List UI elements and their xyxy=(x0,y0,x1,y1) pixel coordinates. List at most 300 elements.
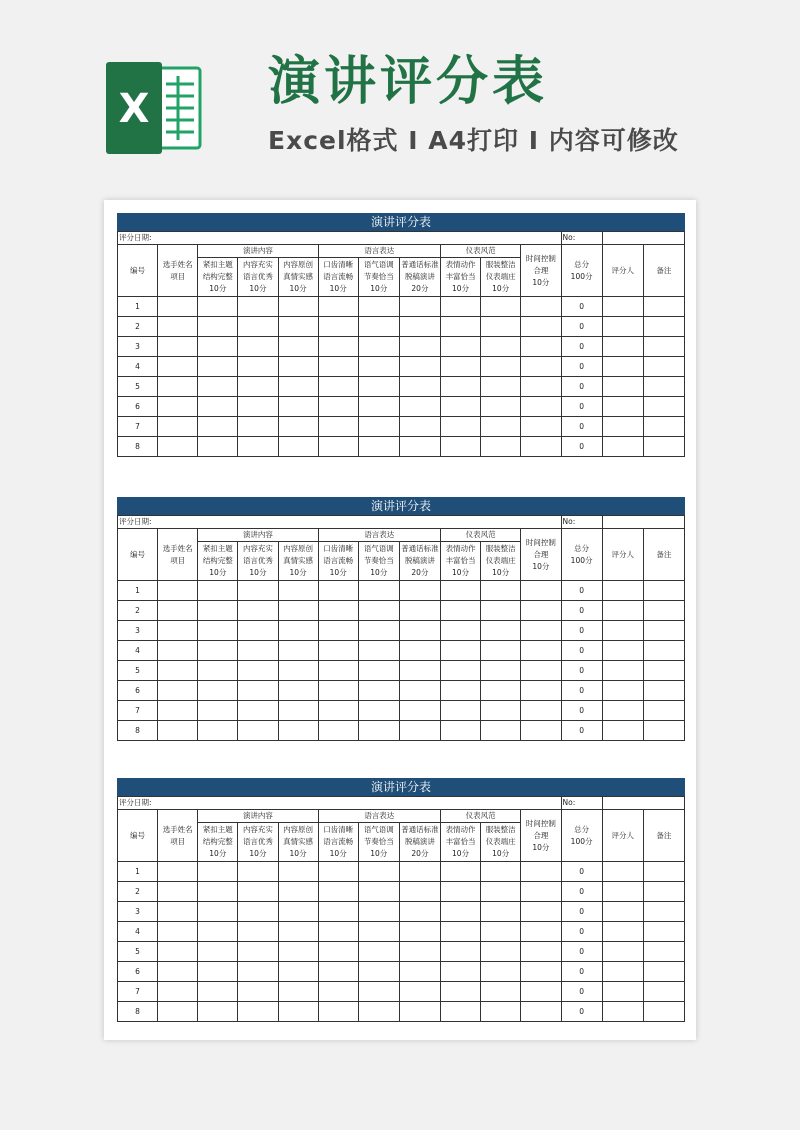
criteria-header xyxy=(441,823,481,862)
score-input-cell[interactable] xyxy=(521,701,561,721)
score-input-cell[interactable] xyxy=(521,601,561,621)
score-input-cell[interactable] xyxy=(198,317,238,337)
score-input-cell[interactable] xyxy=(198,357,238,377)
score-input-cell[interactable] xyxy=(198,982,238,1002)
score-input-cell[interactable] xyxy=(643,882,684,902)
score-input-cell[interactable] xyxy=(318,681,358,701)
score-input-cell[interactable] xyxy=(158,337,198,357)
score-input-cell[interactable] xyxy=(158,377,198,397)
svg-text:X: X xyxy=(118,86,150,132)
score-input-cell[interactable] xyxy=(399,862,440,882)
score-input-cell[interactable] xyxy=(481,661,521,681)
score-input-cell[interactable] xyxy=(602,661,643,681)
score-input-cell[interactable] xyxy=(238,397,278,417)
score-input-cell[interactable] xyxy=(238,721,278,741)
score-input-cell[interactable] xyxy=(158,862,198,882)
score-input-cell[interactable] xyxy=(602,962,643,982)
score-input-cell[interactable] xyxy=(602,357,643,377)
score-input-cell[interactable] xyxy=(318,721,358,741)
score-input-cell[interactable] xyxy=(278,601,318,621)
score-input-cell[interactable] xyxy=(238,317,278,337)
score-input-cell[interactable] xyxy=(643,317,684,337)
score-input-cell[interactable] xyxy=(318,397,358,417)
score-input-cell[interactable] xyxy=(358,437,399,457)
score-input-cell[interactable] xyxy=(278,397,318,417)
score-input-cell[interactable] xyxy=(481,862,521,882)
score-input-cell[interactable] xyxy=(158,701,198,721)
score-input-cell[interactable] xyxy=(198,1002,238,1022)
score-input-cell[interactable] xyxy=(441,701,481,721)
score-input-cell[interactable] xyxy=(198,681,238,701)
score-input-cell[interactable] xyxy=(602,437,643,457)
score-input-cell[interactable] xyxy=(158,621,198,641)
score-input-cell[interactable] xyxy=(399,721,440,741)
sheet-number-value[interactable] xyxy=(602,516,684,529)
score-input-cell[interactable] xyxy=(602,417,643,437)
score-input-cell[interactable] xyxy=(441,297,481,317)
score-input-cell[interactable] xyxy=(521,721,561,741)
score-input-cell[interactable] xyxy=(399,581,440,601)
score-input-cell[interactable] xyxy=(358,357,399,377)
score-input-cell[interactable] xyxy=(238,357,278,377)
score-input-cell[interactable] xyxy=(643,601,684,621)
score-input-cell[interactable] xyxy=(643,701,684,721)
score-input-cell[interactable] xyxy=(481,357,521,377)
score-input-cell[interactable] xyxy=(318,437,358,457)
score-input-cell[interactable] xyxy=(358,882,399,902)
score-input-cell[interactable] xyxy=(358,621,399,641)
score-input-cell[interactable] xyxy=(158,397,198,417)
score-input-cell[interactable] xyxy=(278,982,318,1002)
score-input-cell[interactable] xyxy=(643,357,684,377)
score-input-cell[interactable] xyxy=(602,982,643,1002)
score-input-cell[interactable] xyxy=(278,1002,318,1022)
sheet-number-value[interactable] xyxy=(602,797,684,810)
score-input-cell[interactable] xyxy=(399,317,440,337)
score-input-cell[interactable] xyxy=(278,661,318,681)
score-input-cell[interactable] xyxy=(643,337,684,357)
score-input-cell[interactable] xyxy=(198,397,238,417)
score-input-cell[interactable] xyxy=(399,701,440,721)
score-input-cell[interactable] xyxy=(399,882,440,902)
score-input-cell[interactable] xyxy=(441,862,481,882)
score-input-cell[interactable] xyxy=(399,437,440,457)
score-input-cell[interactable] xyxy=(358,942,399,962)
score-input-cell[interactable] xyxy=(278,902,318,922)
score-input-cell[interactable] xyxy=(198,337,238,357)
score-input-cell[interactable] xyxy=(278,357,318,377)
score-input-cell[interactable] xyxy=(358,902,399,922)
score-input-cell[interactable] xyxy=(358,701,399,721)
score-input-cell[interactable] xyxy=(602,641,643,661)
score-input-cell[interactable] xyxy=(238,601,278,621)
score-input-cell[interactable] xyxy=(481,902,521,922)
score-input-cell[interactable] xyxy=(441,982,481,1002)
score-input-cell[interactable] xyxy=(481,1002,521,1022)
score-input-cell[interactable] xyxy=(158,317,198,337)
score-input-cell[interactable] xyxy=(399,962,440,982)
score-input-cell[interactable] xyxy=(481,721,521,741)
score-input-cell[interactable] xyxy=(521,862,561,882)
score-input-cell[interactable] xyxy=(521,621,561,641)
score-input-cell[interactable] xyxy=(198,417,238,437)
score-input-cell[interactable] xyxy=(158,681,198,701)
score-input-cell[interactable] xyxy=(521,962,561,982)
score-input-cell[interactable] xyxy=(521,882,561,902)
score-input-cell[interactable] xyxy=(278,681,318,701)
score-input-cell[interactable] xyxy=(399,681,440,701)
score-input-cell[interactable] xyxy=(441,661,481,681)
score-input-cell[interactable] xyxy=(441,337,481,357)
score-input-cell[interactable] xyxy=(238,942,278,962)
score-input-cell[interactable] xyxy=(441,437,481,457)
score-input-cell[interactable] xyxy=(358,641,399,661)
score-input-cell[interactable] xyxy=(198,922,238,942)
score-input-cell[interactable] xyxy=(643,641,684,661)
score-input-cell[interactable] xyxy=(278,962,318,982)
score-input-cell[interactable] xyxy=(358,661,399,681)
score-input-cell[interactable] xyxy=(602,701,643,721)
score-input-cell[interactable] xyxy=(158,297,198,317)
score-input-cell[interactable] xyxy=(358,317,399,337)
score-input-cell[interactable] xyxy=(602,377,643,397)
score-input-cell[interactable] xyxy=(238,437,278,457)
score-input-cell[interactable] xyxy=(602,862,643,882)
score-input-cell[interactable] xyxy=(521,661,561,681)
score-input-cell[interactable] xyxy=(158,601,198,621)
score-input-cell[interactable] xyxy=(158,721,198,741)
score-input-cell[interactable] xyxy=(238,641,278,661)
score-input-cell[interactable] xyxy=(481,982,521,1002)
score-input-cell[interactable] xyxy=(521,417,561,437)
score-input-cell[interactable] xyxy=(318,357,358,377)
score-input-cell[interactable] xyxy=(602,317,643,337)
score-input-cell[interactable] xyxy=(481,942,521,962)
score-input-cell[interactable] xyxy=(481,621,521,641)
score-input-cell[interactable] xyxy=(602,297,643,317)
score-input-cell[interactable] xyxy=(481,601,521,621)
score-input-cell[interactable] xyxy=(358,337,399,357)
score-input-cell[interactable] xyxy=(441,397,481,417)
sheet-number-value[interactable] xyxy=(602,232,684,245)
score-input-cell[interactable] xyxy=(521,357,561,377)
score-input-cell[interactable] xyxy=(602,581,643,601)
score-input-cell[interactable] xyxy=(238,681,278,701)
score-input-cell[interactable] xyxy=(602,721,643,741)
score-input-cell[interactable] xyxy=(318,922,358,942)
score-input-cell[interactable] xyxy=(399,337,440,357)
score-input-cell[interactable] xyxy=(278,882,318,902)
score-input-cell[interactable] xyxy=(643,922,684,942)
score-input-cell[interactable] xyxy=(521,1002,561,1022)
column-header-name-line: 选手姓名 xyxy=(162,543,193,553)
score-input-cell[interactable] xyxy=(643,397,684,417)
score-input-cell[interactable] xyxy=(358,377,399,397)
score-input-cell[interactable] xyxy=(318,337,358,357)
score-input-cell[interactable] xyxy=(643,661,684,681)
score-input-cell[interactable] xyxy=(643,681,684,701)
score-input-cell[interactable] xyxy=(358,862,399,882)
score-input-cell[interactable] xyxy=(278,581,318,601)
score-input-cell[interactable] xyxy=(602,337,643,357)
score-input-cell[interactable] xyxy=(481,641,521,661)
score-input-cell[interactable] xyxy=(441,962,481,982)
score-input-cell[interactable] xyxy=(399,942,440,962)
score-input-cell[interactable] xyxy=(318,1002,358,1022)
score-input-cell[interactable] xyxy=(441,357,481,377)
score-input-cell[interactable] xyxy=(481,701,521,721)
score-input-cell[interactable] xyxy=(399,397,440,417)
score-input-cell[interactable] xyxy=(158,437,198,457)
score-input-cell[interactable] xyxy=(238,982,278,1002)
score-input-cell[interactable] xyxy=(158,902,198,922)
score-input-cell[interactable] xyxy=(358,982,399,1002)
score-input-cell[interactable] xyxy=(238,962,278,982)
score-input-cell[interactable] xyxy=(358,721,399,741)
score-input-cell[interactable] xyxy=(643,437,684,457)
score-input-cell[interactable] xyxy=(441,417,481,437)
score-input-cell[interactable] xyxy=(441,942,481,962)
score-input-cell[interactable] xyxy=(399,922,440,942)
score-input-cell[interactable] xyxy=(238,701,278,721)
score-input-cell[interactable] xyxy=(602,601,643,621)
score-input-cell[interactable] xyxy=(278,437,318,457)
score-input-cell[interactable] xyxy=(318,942,358,962)
score-input-cell[interactable] xyxy=(441,317,481,337)
score-input-cell[interactable] xyxy=(198,377,238,397)
score-input-cell[interactable] xyxy=(521,437,561,457)
score-input-cell[interactable] xyxy=(521,641,561,661)
score-input-cell[interactable] xyxy=(358,417,399,437)
criteria-header xyxy=(238,542,278,581)
score-input-cell[interactable] xyxy=(643,902,684,922)
score-input-cell[interactable] xyxy=(318,982,358,1002)
score-input-cell[interactable] xyxy=(441,377,481,397)
score-input-cell[interactable] xyxy=(198,437,238,457)
score-input-cell[interactable] xyxy=(358,601,399,621)
score-input-cell[interactable] xyxy=(441,882,481,902)
score-input-cell[interactable] xyxy=(158,1002,198,1022)
score-input-cell[interactable] xyxy=(318,621,358,641)
score-input-cell[interactable] xyxy=(399,902,440,922)
score-input-cell[interactable] xyxy=(521,397,561,417)
score-input-cell[interactable] xyxy=(643,581,684,601)
score-date-label: 评分日期: xyxy=(118,516,562,529)
score-input-cell[interactable] xyxy=(521,681,561,701)
score-input-cell[interactable] xyxy=(158,962,198,982)
score-input-cell[interactable] xyxy=(399,1002,440,1022)
score-input-cell[interactable] xyxy=(399,357,440,377)
score-input-cell[interactable] xyxy=(521,922,561,942)
score-input-cell[interactable] xyxy=(481,922,521,942)
score-input-cell[interactable] xyxy=(481,962,521,982)
score-input-cell[interactable] xyxy=(643,621,684,641)
score-input-cell[interactable] xyxy=(278,922,318,942)
score-input-cell[interactable] xyxy=(278,377,318,397)
score-input-cell[interactable] xyxy=(441,902,481,922)
score-input-cell[interactable] xyxy=(238,621,278,641)
score-input-cell[interactable] xyxy=(318,297,358,317)
score-input-cell[interactable] xyxy=(278,417,318,437)
score-input-cell[interactable] xyxy=(198,862,238,882)
score-input-cell[interactable] xyxy=(521,581,561,601)
score-input-cell[interactable] xyxy=(198,902,238,922)
score-input-cell[interactable] xyxy=(278,721,318,741)
score-input-cell[interactable] xyxy=(399,621,440,641)
score-input-cell[interactable] xyxy=(198,601,238,621)
score-input-cell[interactable] xyxy=(441,922,481,942)
score-input-cell[interactable] xyxy=(238,581,278,601)
score-input-cell[interactable] xyxy=(158,942,198,962)
score-input-cell[interactable] xyxy=(278,297,318,317)
score-input-cell[interactable] xyxy=(399,297,440,317)
score-input-cell[interactable] xyxy=(158,982,198,1002)
score-input-cell[interactable] xyxy=(158,661,198,681)
score-input-cell[interactable] xyxy=(602,681,643,701)
score-input-cell[interactable] xyxy=(198,721,238,741)
score-input-cell[interactable] xyxy=(643,417,684,437)
score-input-cell[interactable] xyxy=(198,942,238,962)
score-input-cell[interactable] xyxy=(643,721,684,741)
score-input-cell[interactable] xyxy=(318,962,358,982)
score-input-cell[interactable] xyxy=(318,581,358,601)
score-input-cell[interactable] xyxy=(399,982,440,1002)
score-input-cell[interactable] xyxy=(481,681,521,701)
score-input-cell[interactable] xyxy=(602,397,643,417)
score-input-cell[interactable] xyxy=(238,417,278,437)
score-input-cell[interactable] xyxy=(238,661,278,681)
score-input-cell[interactable] xyxy=(399,641,440,661)
score-input-cell[interactable] xyxy=(399,417,440,437)
score-input-cell[interactable] xyxy=(158,357,198,377)
score-input-cell[interactable] xyxy=(481,397,521,417)
score-input-cell[interactable] xyxy=(318,862,358,882)
score-input-cell[interactable] xyxy=(238,377,278,397)
score-input-cell[interactable] xyxy=(521,337,561,357)
score-input-cell[interactable] xyxy=(441,601,481,621)
score-input-cell[interactable] xyxy=(238,337,278,357)
score-input-cell[interactable] xyxy=(481,437,521,457)
score-input-cell[interactable] xyxy=(481,317,521,337)
score-input-cell[interactable] xyxy=(602,922,643,942)
score-input-cell[interactable] xyxy=(481,882,521,902)
score-input-cell[interactable] xyxy=(158,641,198,661)
score-input-cell[interactable] xyxy=(643,1002,684,1022)
score-input-cell[interactable] xyxy=(318,601,358,621)
score-input-cell[interactable] xyxy=(358,922,399,942)
score-input-cell[interactable] xyxy=(198,297,238,317)
score-input-cell[interactable] xyxy=(643,377,684,397)
score-input-cell[interactable] xyxy=(278,337,318,357)
score-input-cell[interactable] xyxy=(399,661,440,681)
score-input-cell[interactable] xyxy=(643,862,684,882)
score-input-cell[interactable] xyxy=(521,942,561,962)
score-input-cell[interactable] xyxy=(399,601,440,621)
score-input-cell[interactable] xyxy=(198,621,238,641)
score-input-cell[interactable] xyxy=(238,297,278,317)
score-input-cell[interactable] xyxy=(318,701,358,721)
score-input-cell[interactable] xyxy=(521,317,561,337)
row-total-score: 0 xyxy=(561,337,602,357)
score-input-cell[interactable] xyxy=(602,902,643,922)
score-input-cell[interactable] xyxy=(198,661,238,681)
score-input-cell[interactable] xyxy=(481,297,521,317)
score-input-cell[interactable] xyxy=(198,962,238,982)
score-input-cell[interactable] xyxy=(602,1002,643,1022)
score-input-cell[interactable] xyxy=(318,317,358,337)
score-input-cell[interactable] xyxy=(358,681,399,701)
score-input-cell[interactable] xyxy=(358,297,399,317)
score-input-cell[interactable] xyxy=(358,1002,399,1022)
score-input-cell[interactable] xyxy=(441,1002,481,1022)
score-input-cell[interactable] xyxy=(481,417,521,437)
score-input-cell[interactable] xyxy=(441,681,481,701)
score-input-cell[interactable] xyxy=(643,982,684,1002)
score-input-cell[interactable] xyxy=(441,641,481,661)
score-input-cell[interactable] xyxy=(318,661,358,681)
score-input-cell[interactable] xyxy=(238,922,278,942)
row-number: 8 xyxy=(118,721,158,741)
score-input-cell[interactable] xyxy=(521,377,561,397)
score-input-cell[interactable] xyxy=(318,641,358,661)
score-input-cell[interactable] xyxy=(643,962,684,982)
score-input-cell[interactable] xyxy=(318,882,358,902)
score-input-cell[interactable] xyxy=(278,641,318,661)
score-input-cell[interactable] xyxy=(358,962,399,982)
score-input-cell[interactable] xyxy=(238,1002,278,1022)
score-input-cell[interactable] xyxy=(521,902,561,922)
score-input-cell[interactable] xyxy=(238,862,278,882)
score-input-cell[interactable] xyxy=(278,317,318,337)
score-input-cell[interactable] xyxy=(521,297,561,317)
row-number: 6 xyxy=(118,962,158,982)
score-input-cell[interactable] xyxy=(602,942,643,962)
score-input-cell[interactable] xyxy=(358,397,399,417)
score-input-cell[interactable] xyxy=(318,417,358,437)
score-input-cell[interactable] xyxy=(278,701,318,721)
score-input-cell[interactable] xyxy=(602,621,643,641)
score-input-cell[interactable] xyxy=(198,581,238,601)
score-input-cell[interactable] xyxy=(318,377,358,397)
score-input-cell[interactable] xyxy=(441,621,481,641)
score-input-cell[interactable] xyxy=(238,902,278,922)
score-input-cell[interactable] xyxy=(643,297,684,317)
score-input-cell[interactable] xyxy=(198,701,238,721)
score-input-cell[interactable] xyxy=(358,581,399,601)
score-input-cell[interactable] xyxy=(198,641,238,661)
score-input-cell[interactable] xyxy=(278,621,318,641)
score-input-cell[interactable] xyxy=(198,882,238,902)
score-input-cell[interactable] xyxy=(481,337,521,357)
score-input-cell[interactable] xyxy=(441,581,481,601)
score-input-cell[interactable] xyxy=(158,922,198,942)
score-input-cell[interactable] xyxy=(158,581,198,601)
row-total-score: 0 xyxy=(561,982,602,1002)
score-input-cell[interactable] xyxy=(481,377,521,397)
score-input-cell[interactable] xyxy=(318,902,358,922)
score-input-cell[interactable] xyxy=(158,882,198,902)
score-input-cell[interactable] xyxy=(278,942,318,962)
score-input-cell[interactable] xyxy=(278,862,318,882)
score-input-cell[interactable] xyxy=(399,377,440,397)
score-input-cell[interactable] xyxy=(643,942,684,962)
score-input-cell[interactable] xyxy=(238,882,278,902)
score-input-cell[interactable] xyxy=(158,417,198,437)
score-input-cell[interactable] xyxy=(481,581,521,601)
score-input-cell[interactable] xyxy=(441,721,481,741)
score-input-cell[interactable] xyxy=(521,982,561,1002)
score-input-cell[interactable] xyxy=(602,882,643,902)
